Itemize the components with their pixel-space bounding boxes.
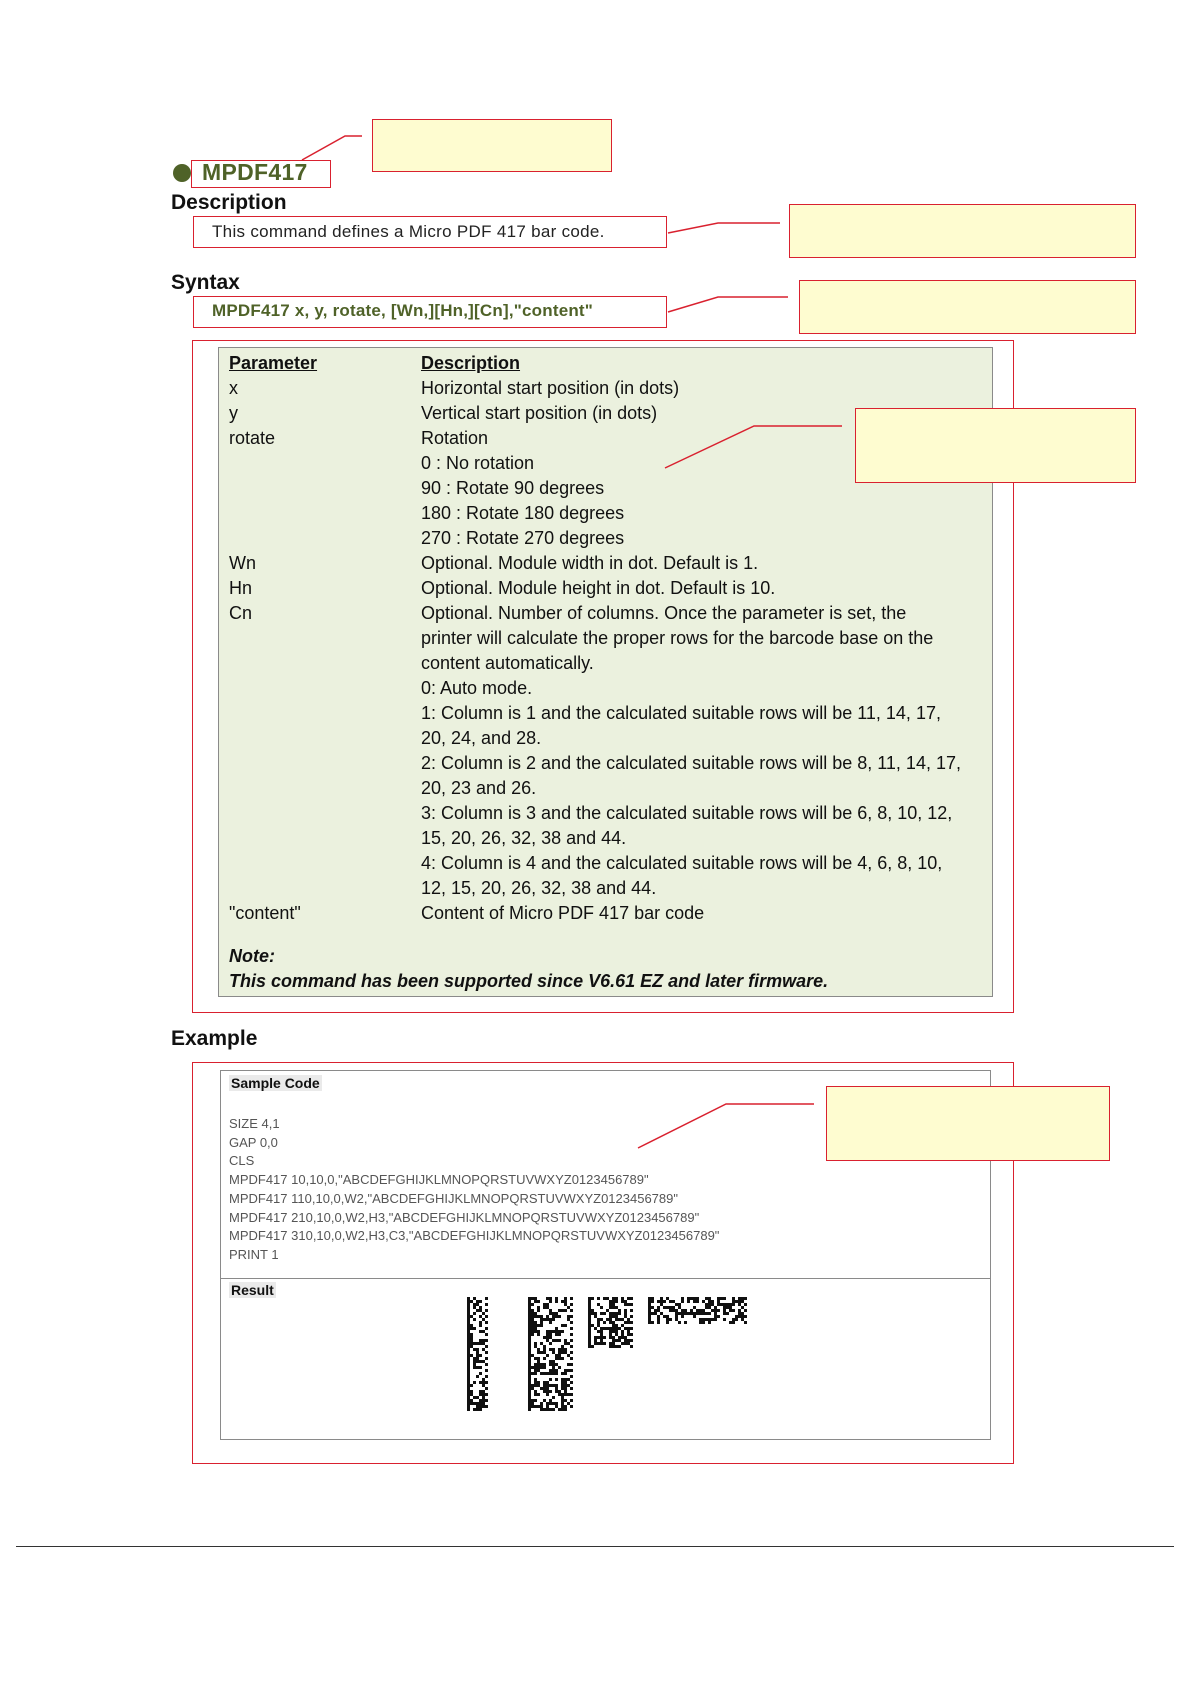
description-text: This command defines a Micro PDF 417 bar code. <box>212 222 605 241</box>
parameter-name: Hn <box>229 578 253 598</box>
parameter-column-header: Parameter <box>229 353 318 373</box>
callout-parameter-note <box>855 408 1136 483</box>
parameter-description: 3: Column is 3 and the calculated suitable rows will be 6, 8, 10, 12, <box>421 803 953 823</box>
parameter-name: rotate <box>229 428 276 448</box>
code-line: MPDF417 310,10,0,W2,H3,C3,"ABCDEFGHIJKLMNOPQRSTUVWXYZ0123456789" <box>229 1228 720 1244</box>
callout-description-note <box>789 204 1136 258</box>
note-label: Note: <box>229 946 275 966</box>
parameter-description: 4: Column is 4 and the calculated suitable rows will be 4, 6, 8, 10, <box>421 853 943 873</box>
parameter-name: y <box>229 403 238 423</box>
note-text: This command has been supported since V6.61 EZ and later firmware. <box>229 971 829 991</box>
parameter-description: 20, 23 and 26. <box>421 778 537 798</box>
code-line: PRINT 1 <box>229 1246 279 1262</box>
code-line: MPDF417 210,10,0,W2,H3,"ABCDEFGHIJKLMNOPQRSTUVWXYZ0123456789" <box>229 1209 700 1225</box>
parameter-name: "content" <box>229 903 301 923</box>
description-column-header: Description <box>421 353 521 373</box>
parameter-name: x <box>229 378 238 398</box>
parameter-description: 0 : No rotation <box>421 453 535 473</box>
parameter-description: content automatically. <box>421 653 594 673</box>
parameter-description: 20, 24, and 28. <box>421 728 542 748</box>
parameter-description: 90 : Rotate 90 degrees <box>421 478 605 498</box>
parameter-description: Rotation <box>421 428 489 448</box>
code-line: GAP 0,0 <box>229 1134 278 1150</box>
callout-title-note <box>372 119 612 172</box>
parameter-description: 0: Auto mode. <box>421 678 533 698</box>
parameter-description: printer will calculate the proper rows for the barcode base on the <box>421 628 934 648</box>
callout-example-note <box>826 1086 1110 1161</box>
parameter-description: Optional. Number of columns. Once the parameter is set, the <box>421 603 907 623</box>
description-heading: Description <box>171 191 287 214</box>
parameter-name: Cn <box>229 603 253 623</box>
footer-rule <box>16 1546 1174 1547</box>
parameter-description: Vertical start position (in dots) <box>421 403 658 423</box>
parameter-description: Optional. Module height in dot. Default is 10. <box>421 578 776 598</box>
parameter-description: 2: Column is 2 and the calculated suitable rows will be 8, 11, 14, 17, <box>421 753 961 773</box>
code-line: MPDF417 10,10,0,"ABCDEFGHIJKLMNOPQRSTUVWXYZ0123456789" <box>229 1172 649 1188</box>
parameter-description: Content of Micro PDF 417 bar code <box>421 903 705 923</box>
parameter-description: 270 : Rotate 270 degrees <box>421 528 625 548</box>
command-title: MPDF417 <box>202 159 308 185</box>
parameter-description: 1: Column is 1 and the calculated suitable rows will be 11, 14, 17, <box>421 703 941 723</box>
parameter-description: Horizontal start position (in dots) <box>421 378 680 398</box>
syntax-heading: Syntax <box>171 271 240 294</box>
parameter-name: Wn <box>229 553 256 573</box>
parameter-description: 180 : Rotate 180 degrees <box>421 503 625 523</box>
callout-syntax-note <box>799 280 1136 334</box>
code-line: CLS <box>229 1153 255 1169</box>
parameter-description: Optional. Module width in dot. Default is 1. <box>421 553 759 573</box>
syntax-text: MPDF417 x, y, rotate, [Wn,][Hn,][Cn],"content" <box>212 301 594 320</box>
example-heading: Example <box>171 1027 258 1050</box>
parameter-description: 15, 20, 26, 32, 38 and 44. <box>421 828 627 848</box>
sample-code-label: Sample Code <box>231 1075 320 1091</box>
result-label: Result <box>231 1282 274 1298</box>
code-line: SIZE 4,1 <box>229 1116 280 1131</box>
code-line: MPDF417 110,10,0,W2,"ABCDEFGHIJKLMNOPQRSTUVWXYZ0123456789" <box>229 1190 678 1206</box>
parameter-description: 12, 15, 20, 26, 32, 38 and 44. <box>421 878 657 898</box>
